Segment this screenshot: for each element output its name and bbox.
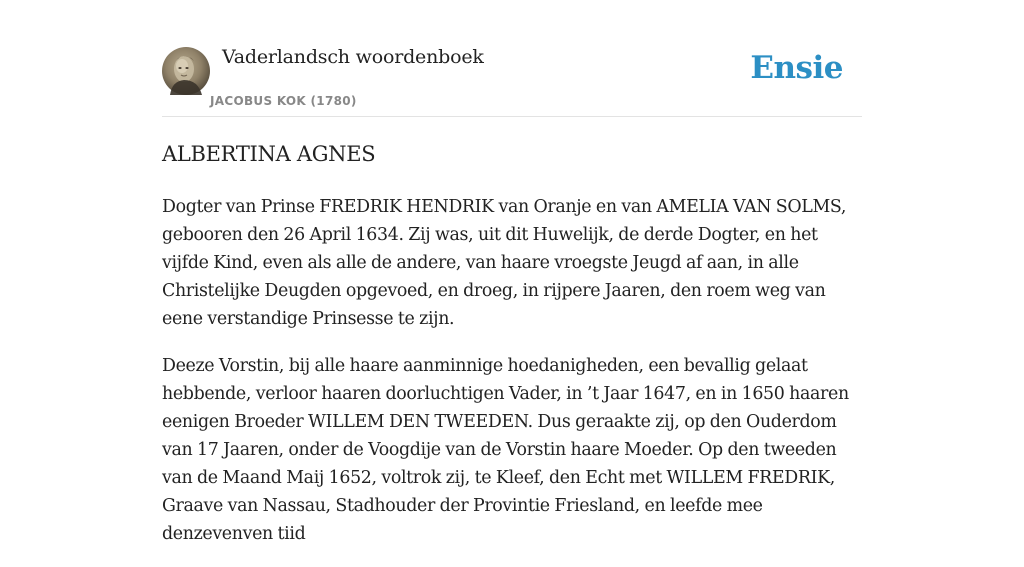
entry-title: ALBERTINA AGNES (162, 142, 376, 166)
entry-paragraph: Deeze Vorstin, bij alle haare aanminnige hoedanigheden, een bevallig gelaat hebbende, verloor haaren doorluchtigen Vader, in ’t Jaar 1647, en in 1650 haaren eenigen Broeder WILLEM DEN TWEEDEN. Dus geraakte zij, op den Ouderdom van 17 Jaaren, onder de Voogdije van de Vorstin haare Moeder. Op den tweeden van de Maand Maij 1652, voltrok zij, te Kleef, den Echt met WILLEM FREDRIK, Graave van Nassau, Stadhouder der Provintie Friesland, en leefde mee denzevenven tiid (162, 356, 849, 544)
page (162, 0, 862, 544)
author-avatar[interactable] (162, 47, 210, 95)
header (162, 0, 862, 117)
entry-paragraph: Dogter van Prinse FREDRIK HENDRIK van Oranje en van AMELIA VAN SOLMS, gebooren den 26 April 1634. Zij was, uit dit Huwelijk, de derde Dogter, en het vijfde Kind, even als alle de andere, van haare vroegste Jeugd af aan, in alle Christelijke Deugden opgevoed, en droeg, in rijpere Jaaren, den roem weg van eene verstandige Prinsesse te zijn. (162, 197, 847, 329)
entry-body (162, 193, 862, 567)
portrait-icon (162, 47, 210, 95)
author-name[interactable]: JACOBUS KOK (1780) (210, 94, 357, 108)
brand-logo[interactable]: Ensie (750, 50, 843, 86)
book-title[interactable]: Vaderlandsch woordenboek (222, 46, 484, 68)
